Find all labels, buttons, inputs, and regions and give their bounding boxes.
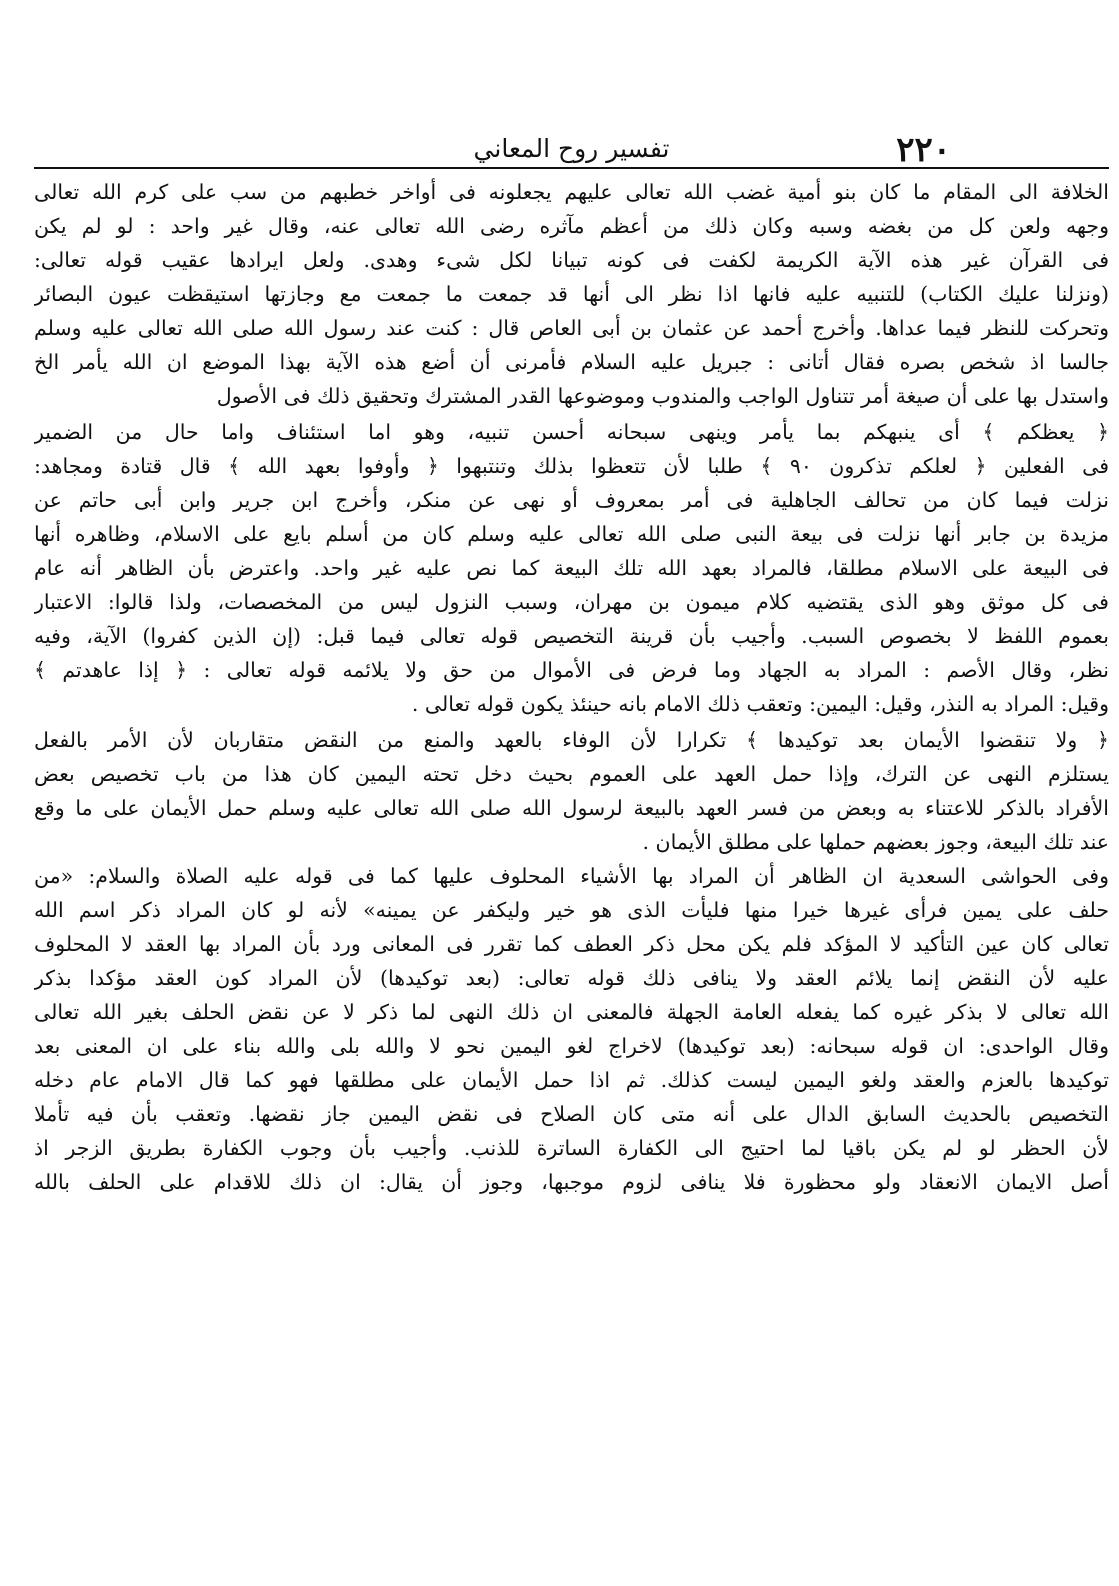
header-rule xyxy=(34,167,1109,169)
text-line: الخلافة الى المقام ما كان بنو أمية غضب الله تعالى عليهم يجعلونه فى أواخر خطبهم من سب على كرم الله تعالى xyxy=(34,180,1109,204)
text-line: مزيدة بن جابر أنها نزلت فى بيعة النبى صلى الله تعالى عليه وسلم كان من أسلم بايع على الاسلام، وظاهره أنها xyxy=(34,522,1109,546)
body-text xyxy=(34,175,1109,1199)
page-header xyxy=(34,128,1109,172)
text-line: بعموم اللفظ لا بخصوص السبب. وأجيب بأن قرينة التخصيص قوله تعالى فيما قبل: (إن الذين كفروا) الآية، وفيه xyxy=(34,624,1109,648)
text-line: ﴿ ولا تنقضوا الأيمان بعد توكيدها ﴾ تكرارا لأن الوفاء بالعهد والمنع من النقض متقاربان لأن الأمر بالفعل xyxy=(34,728,1109,752)
text-line: (ونزلنا عليك الكتاب) للتنبيه عليه فانها اذا نظر الى أنها قد جمعت ما جمعت مع وجازتها استيقظت عيون البصائر xyxy=(34,282,1109,306)
text-line: أصل الايمان الانعقاد ولو محظورة فلا ينافى لزوم موجبها، وجوز أن يقال: ان ذلك للاقدام على الحلف بالله xyxy=(34,1170,1109,1194)
text-line: وقيل: المراد به النذر، وقيل: اليمين: وتعقب ذلك الامام بانه حينئذ يكون قوله تعالى . xyxy=(411,692,1109,716)
text-line: فى البيعة على الاسلام مطلقا، فالمراد بعهد الله تلك البيعة كما نص عليه غير واحد. واعترض بأن الظاهر أنه عام xyxy=(34,556,1109,580)
page-number: ٢٢٠ xyxy=(896,130,951,170)
text-line: حلف على يمين فرأى غيرها خيرا منها فليأت الذى هو خير وليكفر عن يمينه» لأنه لو كان المراد ذكر اسم الله xyxy=(34,898,1109,922)
text-line: وجهه ولعن كل من بغضه وسبه وكان ذلك من أعظم مآثره رضى الله تعالى عنه، وقال غير واحد : لو لم يكن xyxy=(34,214,1109,238)
text-line: وقال الواحدى: ان قوله سبحانه: (بعد توكيدها) لاخراج لغو اليمين نحو لا والله بلى والله بناء على ان المعنى بعد xyxy=(34,1034,1109,1058)
text-line: واستدل بها على أن صيغة أمر تتناول الواجب والمندوب وموضوعها القدر المشترك وتحقيق ذلك فى الأصول xyxy=(216,384,1109,408)
text-line: عليه لأن النقض إنما يلائم العقد ولا ينافى ذلك قوله تعالى: (بعد توكيدها) لأن المراد كون العقد مؤكدا بذكر xyxy=(34,966,1109,990)
text-line: يستلزم النهى عن الترك، وإذا حمل العهد على العموم بحيث دخل تحته اليمين كان هذا من باب تخصيص بعض xyxy=(34,762,1109,786)
text-line: نزلت فيما كان من تحالف الجاهلية فى أمر بمعروف أو نهى عن منكر، وأخرج ابن جرير وابن أبى حاتم عن xyxy=(34,488,1109,512)
text-line: فى القرآن غير هذه الآية الكريمة لكفت فى كونه تبيانا لكل شىء وهدى. ولعل ايرادها عقيب قوله تعالى: xyxy=(34,248,1109,272)
text-line: توكيدها بالعزم والعقد ولغو اليمين ليست كذلك. ثم اذا حمل الأيمان على مطلقها فهو كما قال الامام عام دخله xyxy=(34,1068,1109,1092)
text-line: لأن الحظر لو لم يكن باقيا لما احتيج الى الكفارة الساترة للذنب. وأجيب بأن وجوب الكفارة بطريق الزجر اذ xyxy=(34,1136,1109,1160)
text-line: وتحركت للنظر فيما عداها. وأخرج أحمد عن عثمان بن أبى العاص قال : كنت عند رسول الله صلى الله تعالى عليه وسلم xyxy=(34,316,1109,340)
text-line: ﴿ يعظكم ﴾ أى ينبهكم بما يأمر وينهى سبحانه أحسن تنبيه، وهو اما استئناف واما حال من الضمير xyxy=(34,420,1109,444)
text-line: وفى الحواشى السعدية ان الظاهر أن المراد بها الأشياء المحلوف عليها كما فى قوله عليه الصلاة والسلام: «من xyxy=(34,864,1109,888)
running-title: تفسير روح المعاني xyxy=(473,134,670,163)
text-line: جالسا اذ شخص بصره فقال أتانى : جبريل عليه السلام فأمرنى أن أضع هذه الآية بهذا الموضع ان الله يأمر الخ xyxy=(34,350,1109,374)
text-line: التخصيص بالحديث السابق الدال على أنه متى كان الصلاح فى نقض اليمين جاز نقضها. وتعقب بأن فيه تأملا xyxy=(34,1102,1109,1126)
text-line: نظر، وقال الأصم : المراد به الجهاد وما فرض فى الأموال من حق ولا يلائمه قوله تعالى : ﴿ إذا عاهدتم ﴾ xyxy=(34,658,1109,682)
text-line: فى الفعلين ﴿ لعلكم تذكرون ٩٠ ﴾ طلبا لأن تتعظوا بذلك وتنتبهوا ﴿ وأوفوا بعهد الله ﴾ قال قتادة ومجاهد: xyxy=(34,454,1109,478)
text-line: تعالى كان عين التأكيد لا المؤكد فلم يكن محل ذكر العطف كما تقرر فى المعانى ورد بأن المراد بها العقد لا المحلوف xyxy=(34,932,1109,956)
text-line: الأفراد بالذكر للاعتناء به وبعض من فسر العهد بالبيعة لرسول الله صلى الله تعالى عليه وسلم حمل الأيمان على ما وقع xyxy=(34,796,1109,820)
text-line: الله تعالى لا بذكر غيره كما يفعله العامة الجهلة فالمعنى ان ذلك النهى لما ذكر لا عن نقض الحلف بغير الله تعالى xyxy=(34,1000,1109,1024)
text-line: فى كل موثق وهو الذى يقتضيه كلام ميمون بن مهران، وسبب النزول ليس من المخصصات، ولذا قالوا: الاعتبار xyxy=(34,590,1109,614)
text-line: عند تلك البيعة، وجوز بعضهم حملها على مطلق الأيمان . xyxy=(642,830,1109,854)
